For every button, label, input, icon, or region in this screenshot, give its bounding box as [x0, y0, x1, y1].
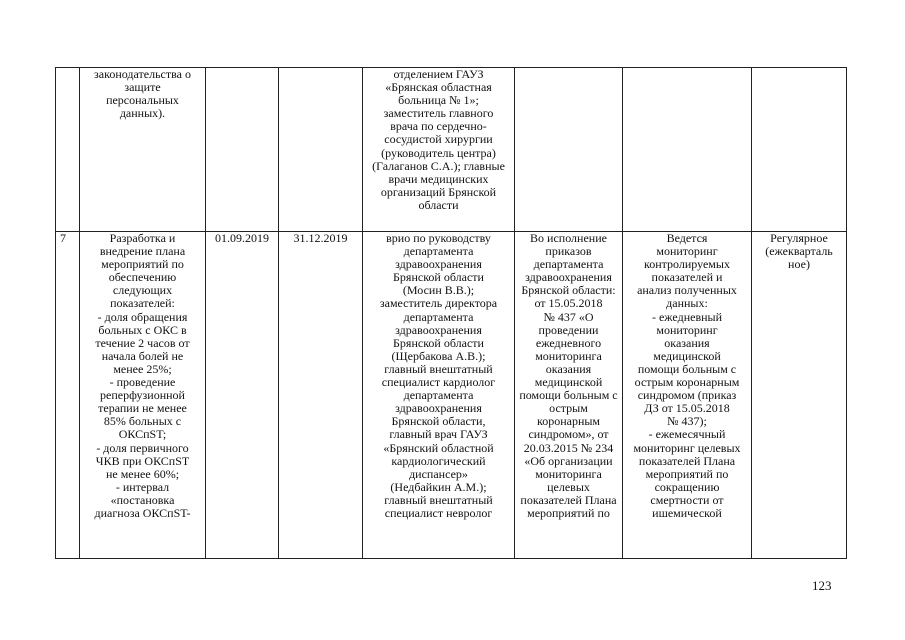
row-number-cell: [56, 68, 80, 232]
table-row: [56, 68, 847, 232]
result-cell: Ведется мониторинг контролируемых показателей и анализ полученных данных: - ежедневный мониторинг оказания медицинской помощи больным с острым коронарным синдромом (приказ ДЗ от 15.05.2018 № 437); - ежемесячный мониторинг целевых показателей Плана мероприятий по сокращению смертности от ишемической: [623, 232, 752, 559]
end-date-cell: [279, 68, 363, 232]
type-cell: Регулярное (ежекварталь ное): [752, 232, 847, 559]
basis-cell: Во исполнение приказов департамента здравоохранения Брянской области: от 15.05.2018 № 437 «О проведении ежедневного мониторинга оказания медицинской помощи больным с острым коронарным синдромом», от 20.03.2015 № 234 «Об организации мониторинга целевых показателей Плана мероприятий по: [515, 232, 623, 559]
row-number-cell: 7: [56, 232, 80, 559]
measures-table: [55, 67, 847, 559]
type-cell: [752, 68, 847, 232]
start-date-cell: [206, 68, 279, 232]
page-number: 123: [812, 578, 832, 593]
responsible-cell: отделением ГАУЗ «Брянская областная больница № 1»; заместитель главного врача по сердечно- сосудистой хирургии (руководитель центра) (Галаганов С.А.); главные врачи медицинских организаций Брянской области: [363, 68, 515, 232]
measure-cell: Разработка и внедрение плана мероприятий по обеспечению следующих показателей: - доля обращения больных с ОКС в течение 2 часов от начала болей не менее 25%; - проведение реперфузионной терапии не менее 85% больных с ОКСпST; - доля первичного ЧКВ при ОКСпST не менее 60%; - интервал «постановка диагноза ОКСпST-: [80, 232, 206, 559]
measure-cell: законодательства о защите персональных данных).: [80, 68, 206, 232]
end-date-cell: 31.12.2019: [279, 232, 363, 559]
table-row: [56, 232, 847, 559]
start-date-cell: 01.09.2019: [206, 232, 279, 559]
basis-cell: [515, 68, 623, 232]
responsible-cell: врио по руководству департамента здравоохранения Брянской области (Мосин В.В.); заместитель директора департамента здравоохранения Брянской области (Щербакова А.В.); главный внештатный специалист кардиолог департамента здравоохранения Брянской области, главный врач ГАУЗ «Брянский областной кардиологический диспансер» (Недбайкин А.М.); главный внештатный специалист невролог: [363, 232, 515, 559]
result-cell: [623, 68, 752, 232]
